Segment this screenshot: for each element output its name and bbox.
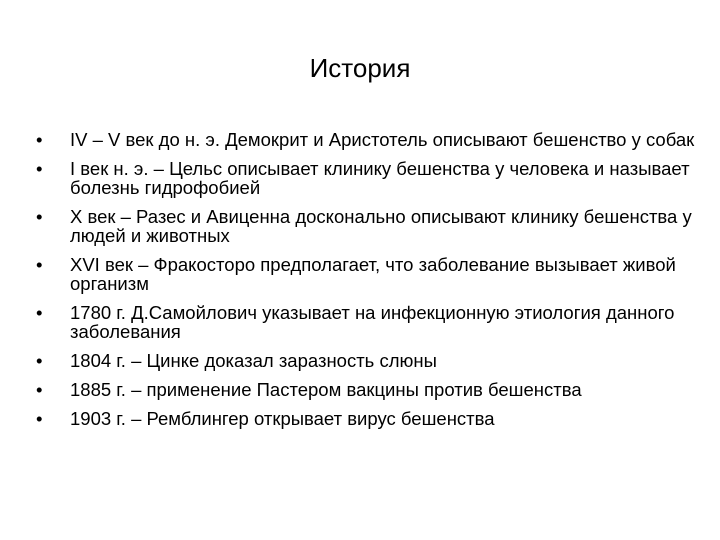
bullet-item xyxy=(36,130,696,149)
bullet-item xyxy=(36,380,696,399)
bullet-item xyxy=(36,255,696,293)
bullet-text: IV – V век до н. э. Демокрит и Аристотель описывают бешенство у собак xyxy=(70,129,695,150)
bullet-text: XVI век – Фракосторо предполагает, что заболевание вызывает живой организм xyxy=(70,254,676,294)
slide-title xyxy=(0,52,720,84)
bullet-dot-icon: • xyxy=(36,379,43,400)
slide-title-text: История xyxy=(309,53,411,83)
bullet-dot-icon: • xyxy=(36,302,43,323)
bullet-text: 1804 г. – Цинке доказал заразность слюны xyxy=(70,350,437,371)
bullet-text: I век н. э. – Цельс описывает клинику бешенства у человека и называет болезнь гидрофобией xyxy=(70,158,690,198)
bullet-item xyxy=(36,207,696,245)
bullet-dot-icon: • xyxy=(36,206,43,227)
bullet-dot-icon: • xyxy=(36,158,43,179)
bullet-text: X век – Разес и Авиценна досконально описывают клинику бешенства у людей и животных xyxy=(70,206,692,246)
bullet-item xyxy=(36,409,696,428)
bullet-text: 1885 г. – применение Пастером вакцины против бешенства xyxy=(70,379,582,400)
bullet-dot-icon: • xyxy=(36,129,43,150)
bullet-list xyxy=(36,130,696,438)
bullet-item xyxy=(36,303,696,341)
bullet-item xyxy=(36,159,696,197)
bullet-dot-icon: • xyxy=(36,254,43,275)
bullet-dot-icon: • xyxy=(36,350,43,371)
bullet-text: 1903 г. – Ремблингер открывает вирус бешенства xyxy=(70,408,495,429)
bullet-text: 1780 г. Д.Самойлович указывает на инфекционную этиология данного заболевания xyxy=(70,302,675,342)
bullet-dot-icon: • xyxy=(36,408,43,429)
bullet-item xyxy=(36,351,696,370)
